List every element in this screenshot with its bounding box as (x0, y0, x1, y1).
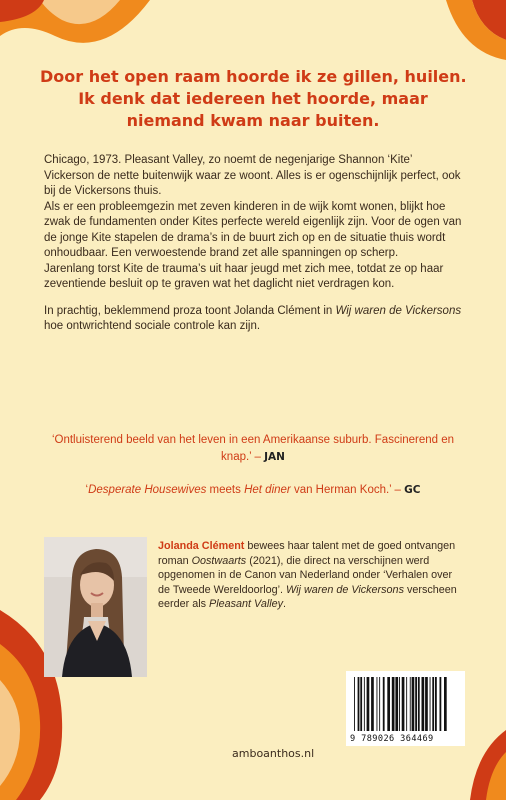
author-portrait-illustration (44, 537, 147, 677)
review-quote-2 (40, 482, 466, 499)
review-quote-1 (40, 432, 466, 466)
bottom-right-decoration (470, 730, 506, 800)
synopsis-paragraph-2: Als er een probleemgezin met zeven kinderen in de wijk komt wonen, blijkt hoe zwak de fundamenten onder Kites perfecte wereld eigenlijk zijn. Voor de ogen van de jonge Kite stapelen de drama’s in de buurt zich op en de situatie thuis wordt onhoudbaar. Een verwoestende brand zet alle spanningen op scherp. (44, 200, 462, 259)
bio-book-title-3: Pleasant Valley (209, 598, 284, 611)
review-2-text-1: meets (206, 484, 245, 496)
tagline-line-2: Ik denk dat iedereen het hoorde, maar (78, 89, 428, 108)
review-2-source: GC (404, 484, 421, 496)
author-photo (44, 537, 147, 677)
synopsis-paragraph-1: Chicago, 1973. Pleasant Valley, zo noemt de negenjarige Shannon ‘Kite’ Vickerson de nette buitenwijk waar ze woont. Alles is er ogenschijnlijk perfect, ook bij de Vickersons thuis. (44, 154, 461, 197)
isbn-barcode (346, 671, 465, 746)
bio-book-title-1: Oostwaarts (191, 554, 247, 567)
tagline-line-3: niemand kwam naar buiten. (126, 111, 380, 130)
synopsis (44, 153, 464, 335)
author-bio (158, 539, 464, 612)
synopsis-p4-text-end: hoe ontwrichtend sociale controle kan zijn. (44, 320, 261, 332)
review-2-title-1: Desperate Housewives (88, 484, 207, 496)
review-2-dash: – (391, 484, 405, 496)
isbn-number: 9 789026 364469 (350, 734, 434, 744)
publisher-website: amboanthos.nl (232, 747, 315, 760)
tagline-line-1: Door het open raam hoorde ik ze gillen, huilen. (40, 67, 467, 86)
review-2-open-quote: ‘ (85, 484, 89, 496)
review-1-source: JAN (264, 451, 285, 463)
review-1-text: ‘Ontluisterend beeld van het leven in een Amerikaanse suburb. Fascinerend en knap.’ (51, 434, 455, 463)
bio-text-4: . (283, 598, 287, 611)
bio-text-2: (2021), die direct na verschijnen werd opgenomen in de Canon van Nederland onder ‘Verhalen over de Tweede Wereldoorlog’. (158, 554, 453, 596)
bio-book-title-2: Wij waren de Vickersons (286, 583, 404, 596)
synopsis-paragraph-3: Jarenlang torst Kite de trauma’s uit haar jeugd met zich mee, totdat ze op haar zeventiende besluit op te graven wat het daglicht niet verdragen kon. (44, 262, 444, 290)
review-quotes (40, 432, 466, 499)
review-2-title-2: Het diner (244, 484, 291, 496)
synopsis-paragraph-4 (44, 304, 464, 335)
book-title-inline: Wij waren de Vickersons (335, 304, 462, 317)
tagline-quote (40, 66, 466, 132)
bio-text-1: bewees haar talent met de goed ontvangen roman (158, 540, 456, 567)
top-right-decoration (406, 0, 506, 60)
review-1-dash: – (251, 451, 265, 463)
author-name: Jolanda Clément (158, 540, 245, 552)
review-2-text-2: van Herman Koch.’ (290, 484, 392, 496)
synopsis-p4-text: In prachtig, beklemmend proza toont Jolanda Clément in (44, 304, 336, 317)
bio-text-3: verscheen eerder als (158, 583, 457, 611)
